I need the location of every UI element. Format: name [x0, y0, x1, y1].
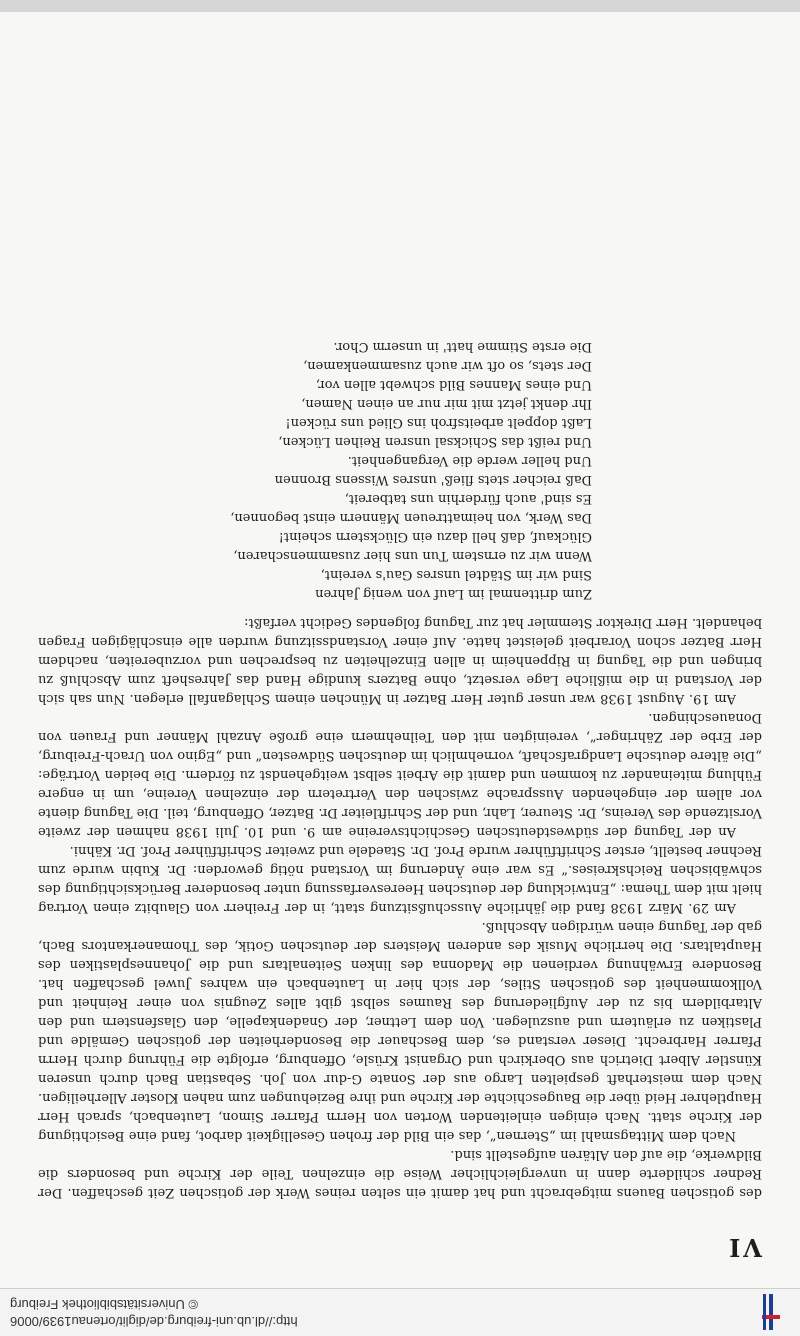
poem [38, 337, 592, 603]
poem-line: Die erste Stimme hatt' in unserm Chor. [333, 339, 592, 354]
poem-line: Zum drittenmal im Lauf von wenig Jahren [315, 586, 592, 601]
poem-line: Glückauf, daß hell dazu ein Glückstern scheint! [278, 529, 592, 544]
poem-line: Der stets, so oft wir auch zusammenkamen, [303, 358, 592, 373]
poem-line: Wenn wir zu ernstem Tun uns hier zusammenscharen, [233, 548, 592, 563]
page-number: VI [726, 1233, 762, 1262]
copyright-text: © Universitätsbibliothek Freiburg [10, 1297, 199, 1313]
poem-line: Und eines Mannes Bild schwebt allen vor, [315, 377, 592, 392]
poem-line: Es sind' auch fürderhin uns tatbereit, [344, 491, 592, 506]
university-library-logo-icon [750, 1293, 790, 1333]
poem-line: Und heller werde die Vergangenheit. [347, 453, 592, 468]
poem-line: Das Werk, von heimattreuen Männern einst begonnen, [230, 510, 592, 525]
scanned-page [0, 12, 800, 1288]
paragraph-3: Am 29. März 1938 fand die jährliche Ausschußsitzung statt, in der Freiherr von Glaubitz einen Vortrag hielt mit dem Thema: „Entwicklung der deutschen Heeresverfassung unter besonderer Berücksichtigung des schwäbischen Reichskreises.“ Es war eine Änderung im Vorstand nötig geworden: Dr. Kubin wurde zum Rechner bestellt, erster Schriftführer wurde Prof. Dr. Staedele und zweiter Schriftführer Prof. Dr. Kähni. [38, 843, 762, 915]
poem-line: Laßt doppelt arbeitsfroh ins Glied uns rücken! [285, 415, 592, 430]
header-text-group [10, 1296, 750, 1329]
poem-line: Daß reicher stets fließ' unsres Wissens Bronnen [274, 472, 592, 487]
page-content [38, 42, 762, 1262]
paragraph-1: des gotischen Bauens mitgebracht und hat damit ein selten reines Werk der gotischen Zeit geschaffen. Der Redner schilderte dann in unvergleichlicher Weise die einzelnen Teile der Kirche und besonders die Bildwerke, die auf den Altären aufgestellt sind. [38, 1147, 762, 1200]
viewer-header [0, 1288, 800, 1336]
body-text [38, 337, 762, 1202]
paragraph-5: Am 19. August 1938 war unser guter Herr Batzer in München einem Schlaganfall erlegen. Nun sah sich der Vorstand in die mißliche Lage versetzt, ohne Batzers kundige Hand das Jahresheft zum Abschluß zu bringen und die Tagung in Rippenheim in allen Einzelheiten zu besprechen und vorzubereiten, nachdem Herr Batzer schon Vorarbeit geleistet hatte. Auf einer Vorstandssitzung wurden alle einschlägigen Fragen behandelt. Herr Direktor Stemmler hat zur Tagung folgendes Gedicht verfaßt: [38, 615, 762, 706]
document-url[interactable]: http://dl.ub.uni-freiburg.de/diglit/ortenau1939/0006 [10, 1313, 298, 1329]
poem-line: Ihr denkt jetzt mit mir nur an einen Namen, [301, 396, 592, 411]
poem-line: Sind wir im Städtel unsres Gau's vereint, [320, 567, 592, 582]
poem-line: Und reißt das Schicksal unsren Reihen Lücken, [278, 434, 592, 449]
paragraph-2: Nach dem Mittagsmahl im „Sternen“, das ein Bild der frohen Geselligkeit darbot, fand eine Besichtigung der Kirche statt. Nach einigen einleitenden Worten von Herrn Pfarrer Simon, Lautenbach, sprach Herr Hauptlehrer Heid über die Baugeschichte der Kirche und ihre Beziehungen zum nahen Kloster Allerheiligen. Nach dem meisterhaft gespielten Largo aus der Sonate G-dur von Joh. Sebastian Bach durch unseren Künstler Albert Dietrich aus Oberkirch und Organist Krüsle, Offenburg, erfolgte die Führung durch Herrn Pfarrer Harbrecht. Dieser verstand es, dem Beschauer die Besonderheiten der gotischen Gemälde und Plastiken zu erläutern und auszulegen. Von dem Lettner, der Gnadenkapelle, den Glasfenstern und den Altarbildern bis zu der Aufgliederung des Raumes selbst gibt alles Zeugnis von einer Reinheit und Vollkommenheit des gotischen Stiles, der sich hier in Lautenbach ein wahres Juwel geschaffen hat. Besondere Erwähnung verdienen die Madonna des linken Seitenaltars und die Johannesplastiken des Hauptaltars. Die herrliche Musik des anderen Meisters der deutschen Gotik, des Thomanerkantors Bach, gab der Tagung einen würdigen Abschluß. [38, 919, 762, 1143]
paragraph-4: An der Tagung der südwestdeutschen Geschichtsvereine am 9. und 10. Juli 1938 nahmen der zweite Vorsitzende des Vereins, Dr. Steurer, Lahr, und der Schriftleiter Dr. Batzer, Offenburg, teil. Die Tagung diente vor allem der eingehenden Aussprache zwischen den Vertretern der einzelnen Vereine, um in engere Fühlung miteinander zu kommen und damit die Arbeit selbst weitgehendst zu fördern. Die beiden Vorträge: „Die ältere deutsche Landgrafschaft, vornehmlich im deutschen Südwesten“ und „Egino von Urach-Freiburg, der Erbe der Zähringer“, vereinigten mit den Teilnehmern eine große Anzahl Männer und Frauen von Donaueschingen. [38, 710, 762, 839]
viewer-bottom-edge [0, 0, 800, 12]
